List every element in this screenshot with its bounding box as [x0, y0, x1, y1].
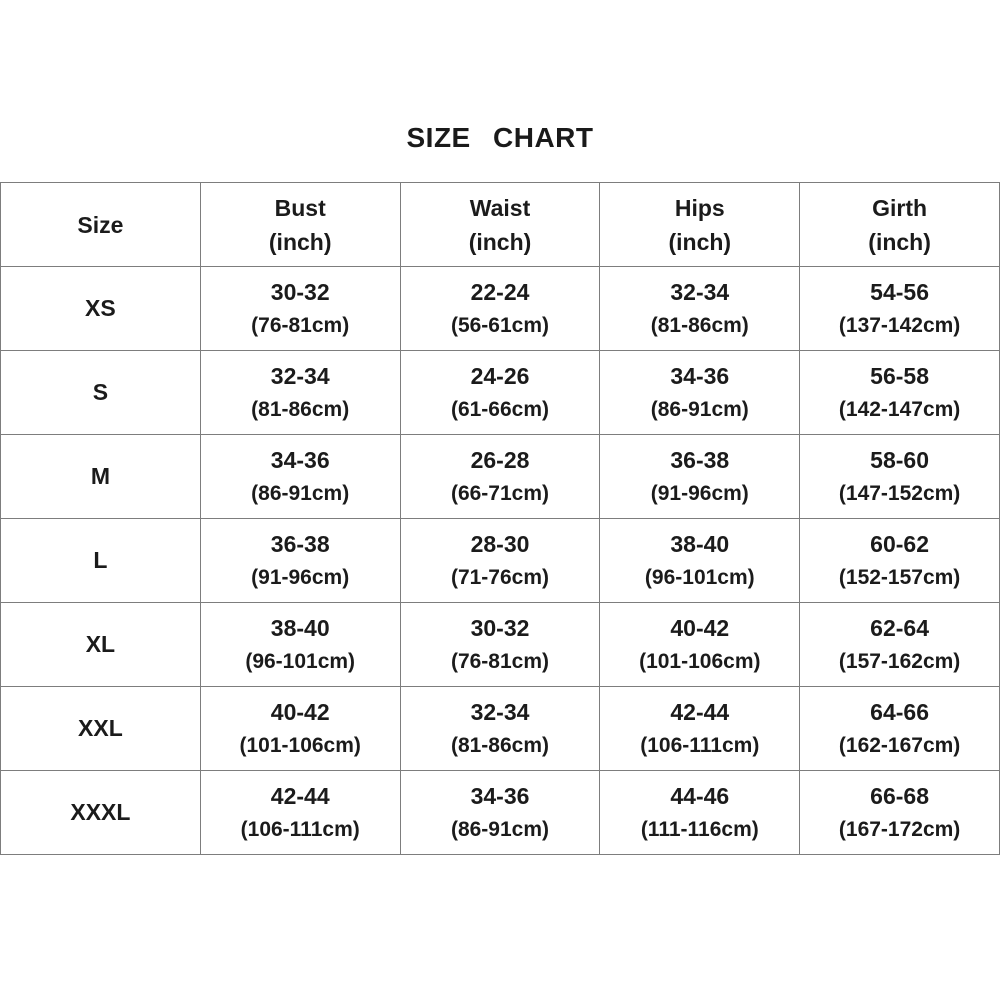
- size-cell-xl: XL: [1, 603, 201, 687]
- inch-range: 36-38: [270, 530, 330, 557]
- cm-range: (81-86cm): [650, 313, 749, 337]
- cm-range: (96-101cm): [644, 565, 755, 589]
- inch-range: 38-40: [270, 614, 330, 641]
- measurement-cell: [400, 267, 600, 351]
- cm-range: (162-167cm): [838, 733, 961, 757]
- measurement-cell: [800, 519, 1000, 603]
- size-cell-s: S: [1, 351, 201, 435]
- measurement-cell: [400, 603, 600, 687]
- measurement-cell: [800, 351, 1000, 435]
- cm-range: (106-111cm): [240, 817, 360, 841]
- inch-range: 36-38: [670, 446, 730, 473]
- inch-range: 44-46: [670, 782, 730, 809]
- measurement-cell: [600, 435, 800, 519]
- size-cell-xxl: XXL: [1, 687, 201, 771]
- table-row: [1, 603, 1000, 687]
- cm-range: (106-111cm): [640, 733, 760, 757]
- column-unit: (inch): [468, 228, 532, 255]
- cm-range: (137-142cm): [838, 313, 961, 337]
- cm-range: (96-101cm): [245, 649, 356, 673]
- cm-range: (61-66cm): [450, 397, 550, 421]
- inch-range: 30-32: [270, 278, 330, 305]
- measurement-cell: [400, 435, 600, 519]
- size-cell-xxxl: XXXL: [1, 771, 201, 855]
- measurement-cell: [200, 351, 400, 435]
- cm-range: (66-71cm): [450, 481, 550, 505]
- measurement-cell: [600, 267, 800, 351]
- measurement-cell: [200, 687, 400, 771]
- cm-range: (142-147cm): [838, 397, 961, 421]
- size-cell-xs: XS: [1, 267, 201, 351]
- inch-range: 40-42: [670, 614, 730, 641]
- column-unit: (inch): [668, 228, 732, 255]
- inch-range: 34-36: [670, 362, 730, 389]
- inch-range: 60-62: [870, 530, 929, 557]
- cm-range: (101-106cm): [639, 649, 761, 673]
- inch-range: 26-28: [470, 446, 530, 473]
- measurement-cell: [800, 603, 1000, 687]
- inch-range: 42-44: [270, 782, 330, 809]
- inch-range: 34-36: [470, 782, 530, 809]
- table-row: [1, 519, 1000, 603]
- page-title: SIZE CHART: [406, 122, 594, 153]
- table-row: [1, 435, 1000, 519]
- table-body: [1, 267, 1000, 855]
- size-chart-table: [0, 182, 1000, 855]
- table-row: [1, 351, 1000, 435]
- measurement-cell: [600, 519, 800, 603]
- measurement-cell: [600, 351, 800, 435]
- measurement-cell: [200, 267, 400, 351]
- measurement-cell: [800, 687, 1000, 771]
- inch-range: 40-42: [270, 698, 330, 725]
- cm-range: (86-91cm): [251, 481, 350, 505]
- cm-range: (167-172cm): [838, 817, 961, 841]
- inch-range: 32-34: [670, 278, 730, 305]
- column-header-size: [1, 183, 201, 267]
- column-label: Girth: [872, 194, 928, 221]
- column-header-waist: [400, 183, 600, 267]
- inch-range: 56-58: [870, 362, 929, 389]
- column-header-hips: [600, 183, 800, 267]
- cm-range: (76-81cm): [450, 649, 550, 673]
- table-row: [1, 771, 1000, 855]
- inch-range: 22-24: [470, 278, 530, 305]
- column-label: Bust: [274, 194, 326, 221]
- cm-range: (81-86cm): [450, 733, 550, 757]
- measurement-cell: [200, 519, 400, 603]
- measurement-cell: [400, 519, 600, 603]
- inch-range: 32-34: [270, 362, 330, 389]
- size-cell-l: L: [1, 519, 201, 603]
- inch-range: 58-60: [870, 446, 929, 473]
- measurement-cell: [400, 351, 600, 435]
- cm-range: (152-157cm): [838, 565, 961, 589]
- column-label: Waist: [469, 194, 531, 221]
- column-unit: (inch): [268, 228, 332, 255]
- cm-range: (86-91cm): [450, 817, 550, 841]
- cm-range: (111-116cm): [640, 817, 759, 841]
- measurement-cell: [400, 687, 600, 771]
- cm-range: (81-86cm): [251, 397, 350, 421]
- measurement-cell: [600, 603, 800, 687]
- inch-range: 54-56: [870, 278, 929, 305]
- cm-range: (157-162cm): [838, 649, 961, 673]
- inch-range: 42-44: [670, 698, 730, 725]
- measurement-cell: [400, 771, 600, 855]
- size-cell-m: M: [1, 435, 201, 519]
- column-header-girth: [800, 183, 1000, 267]
- cm-range: (76-81cm): [251, 313, 350, 337]
- inch-range: 66-68: [870, 782, 929, 809]
- measurement-cell: [800, 267, 1000, 351]
- inch-range: 38-40: [670, 530, 730, 557]
- measurement-cell: [200, 771, 400, 855]
- measurement-cell: [600, 687, 800, 771]
- inch-range: 30-32: [470, 614, 530, 641]
- inch-range: 32-34: [470, 698, 530, 725]
- inch-range: 34-36: [270, 446, 330, 473]
- cm-range: (147-152cm): [838, 481, 961, 505]
- column-header-bust: [200, 183, 400, 267]
- cm-range: (91-96cm): [251, 565, 350, 589]
- inch-range: 62-64: [870, 614, 929, 641]
- table-row: [1, 687, 1000, 771]
- inch-range: 28-30: [470, 530, 530, 557]
- table-row: [1, 267, 1000, 351]
- table-header: [1, 183, 1000, 267]
- cm-range: (86-91cm): [650, 397, 749, 421]
- cm-range: (71-76cm): [450, 565, 550, 589]
- measurement-cell: [200, 435, 400, 519]
- measurement-cell: [600, 771, 800, 855]
- measurement-cell: [800, 435, 1000, 519]
- cm-range: (91-96cm): [650, 481, 749, 505]
- measurement-cell: [800, 771, 1000, 855]
- inch-range: 64-66: [870, 698, 929, 725]
- inch-range: 24-26: [470, 362, 530, 389]
- header-row: [1, 183, 1000, 267]
- column-label: Size: [77, 211, 124, 238]
- column-unit: (inch): [868, 228, 931, 255]
- cm-range: (56-61cm): [450, 313, 550, 337]
- cm-range: (101-106cm): [239, 733, 361, 757]
- column-label: Hips: [674, 194, 725, 221]
- measurement-cell: [200, 603, 400, 687]
